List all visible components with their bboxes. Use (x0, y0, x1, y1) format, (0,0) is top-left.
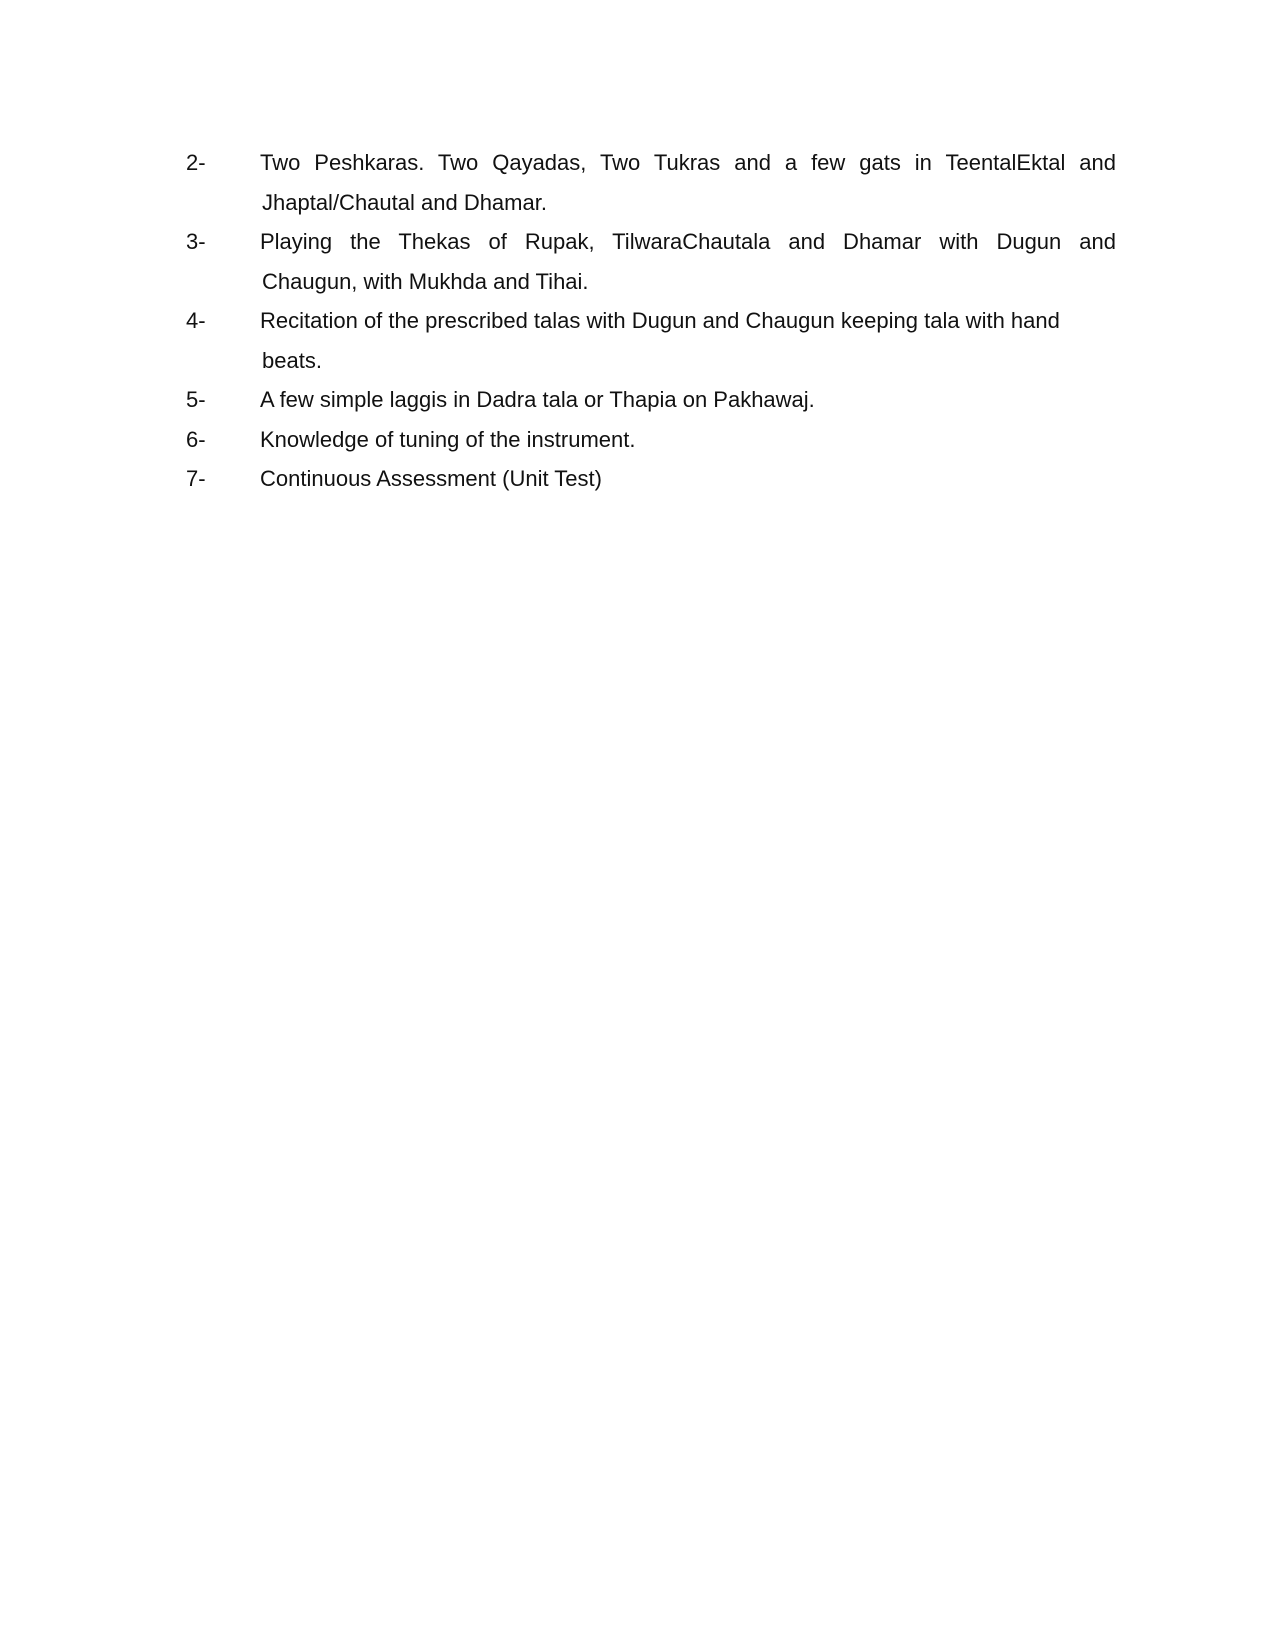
list-item (186, 222, 1116, 301)
item-text (260, 143, 1116, 222)
item-number: 7- (186, 466, 206, 491)
item-number: 5- (186, 387, 206, 412)
item-number: 2- (186, 150, 206, 175)
list-item (186, 143, 1116, 222)
item-text (260, 222, 1116, 301)
item-text (260, 459, 1116, 499)
list-item (186, 459, 1116, 499)
item-text (260, 301, 1116, 380)
item-text-line: Recitation of the prescribed talas with Dugun and Chaugun keeping tala with hand (260, 308, 1060, 333)
item-text (260, 420, 1116, 460)
list-item (186, 380, 1116, 420)
item-number: 3- (186, 229, 206, 254)
item-number: 4- (186, 308, 206, 333)
item-text-line: Two Peshkaras. Two Qayadas, Two Tukras and a few gats in TeentalEktal and (260, 150, 1116, 175)
numbered-list (186, 143, 1116, 499)
item-text-line: Continuous Assessment (Unit Test) (260, 466, 602, 491)
item-text-line: Chaugun, with Mukhda and Tihai. (262, 268, 589, 294)
list-item (186, 301, 1116, 380)
list-item (186, 420, 1116, 460)
item-text-line: beats. (262, 347, 322, 373)
item-text (260, 380, 1116, 420)
item-text-line: Jhaptal/Chautal and Dhamar. (262, 189, 547, 215)
item-number: 6- (186, 426, 206, 452)
item-text-line: A few simple laggis in Dadra tala or Thapia on Pakhawaj. (260, 387, 815, 412)
item-text-line: Playing the Thekas of Rupak, TilwaraChautala and Dhamar with Dugun and (260, 229, 1116, 254)
item-text-line: Knowledge of tuning of the instrument. (260, 426, 636, 452)
